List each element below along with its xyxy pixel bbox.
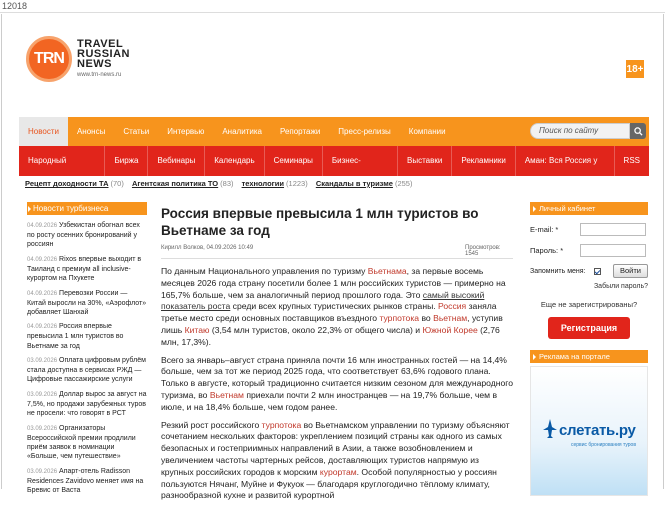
news-date: 04.09.2026: [27, 256, 58, 263]
article-paragraph: [161, 355, 513, 414]
text-run: во Вьетнамском управлении по туризму объясняют сочетанием нескольких факторов: укреплением позиций страны как одного из самых безопасных и гостеприимных направлений в Азии, а также возобновлением и увеличением частоты чартерных рейсов, доставляющих туристов напрямую из крупных российских городов к морским: [161, 419, 510, 477]
nav-exhibitions[interactable]: Выставки: [398, 146, 452, 176]
nav-aman-russia[interactable]: Аман: Вся Россия у нас: [516, 146, 615, 176]
search-icon: [634, 127, 643, 136]
news-headline: Перевозки России — Китай выросли на 30%, «Аэрофлот» добавляет Шанхай: [27, 289, 147, 316]
text-run: приехали почти 2 млн иностранцев — на 19,7% больше, чем в июле, и на 18,4% больше, чем годом ранее.: [161, 389, 498, 412]
article-author-date: Кирилл Волков, 04.09.2026 10:49: [161, 245, 254, 251]
nav-exchange[interactable]: Биржа: [105, 146, 148, 176]
divider: [161, 258, 513, 259]
forgot-password-link[interactable]: Забыли пароль?: [593, 283, 648, 290]
news-date: 03.09.2026: [27, 425, 58, 432]
nav-seminars[interactable]: Семинары: [265, 146, 323, 176]
article-paragraph: [161, 420, 513, 503]
not-registered-text: Еще не зарегистрированы?: [540, 300, 638, 309]
news-headline: Россия впервые превысила 1 млн туристов во Вьетнаме за год: [27, 323, 124, 350]
tag-link[interactable]: Скандалы в туризме: [315, 179, 393, 188]
email-row: [530, 223, 648, 236]
logo-line-1: TRAVEL: [77, 37, 124, 50]
news-list: [27, 221, 147, 495]
sidebar-heading: Новости турбизнеса: [27, 202, 147, 215]
nav-reports[interactable]: Репортажи: [279, 127, 321, 136]
tag-count: (70): [110, 179, 124, 188]
nav-advertisers[interactable]: Рекламники: [452, 146, 516, 176]
tag-link-tourflow[interactable]: турпотока: [379, 313, 420, 324]
email-label: E-mail: *: [530, 225, 559, 234]
nav-articles[interactable]: Статьи: [123, 127, 150, 136]
ad-banner[interactable]: [530, 366, 648, 496]
logo-text: [77, 39, 130, 80]
tag-count: (1223): [286, 179, 308, 188]
news-date: 03.09.2026: [27, 391, 58, 398]
tag-link-tourflow[interactable]: турпотока: [261, 419, 302, 430]
tag-link-resorts[interactable]: курортам: [319, 466, 357, 477]
tag-link-vietnam[interactable]: Вьетнам: [433, 313, 468, 324]
article-paragraph: [161, 266, 513, 349]
login-panel: [530, 202, 648, 339]
email-field[interactable]: [580, 223, 646, 236]
news-headline: Доллар вырос за август на 7,5%, но продажи зарубежных туров не просели: что говорят в РСТ: [27, 390, 147, 418]
ad-brand: слетать.ру: [559, 422, 636, 439]
news-item[interactable]: [27, 322, 147, 350]
password-field[interactable]: [580, 244, 646, 257]
news-sidebar: [27, 202, 147, 500]
tag-link-south-korea[interactable]: Южной Корее: [422, 324, 478, 335]
nav-calendar[interactable]: Календарь: [205, 146, 264, 176]
nav-interviews[interactable]: Интервью: [167, 127, 205, 136]
tag-link[interactable]: Агентская политика ТО: [131, 179, 219, 188]
inline-link[interactable]: самый высокий показатель роста: [161, 289, 485, 312]
news-item[interactable]: [27, 255, 147, 283]
news-item[interactable]: [27, 467, 147, 495]
text-run: заняла третье место среди основных поставщиков въездного: [161, 301, 497, 324]
text-run: По данным Национального управления по туризму: [161, 266, 368, 276]
nav-press-releases[interactable]: Пресс-релизы: [338, 127, 391, 136]
news-date: 04.09.2026: [27, 324, 58, 331]
logo-line-2: RUSSIAN: [77, 47, 131, 60]
article-meta: [161, 245, 511, 257]
search-input[interactable]: Поиск по сайту: [530, 123, 630, 139]
text-run: среди всех крупных туристических рынков страны.: [230, 301, 439, 312]
news-item[interactable]: [27, 221, 147, 249]
text-run: , уступив лишь: [161, 313, 503, 335]
news-date: 03.09.2026: [27, 358, 58, 365]
register-button[interactable]: Регистрация: [548, 317, 630, 339]
nav-announcements[interactable]: Анонсы: [76, 127, 106, 136]
nav-companies[interactable]: Компании: [408, 127, 446, 136]
news-item[interactable]: [27, 356, 147, 384]
news-headline: Оплата цифровым рублём стала доступна в сервисах РЖД — Цифровые пассажирские услуги: [27, 357, 146, 384]
logo-mark: TRN: [26, 36, 72, 82]
search-button[interactable]: [630, 123, 646, 139]
ad-panel: [530, 350, 648, 496]
remember-checkbox[interactable]: [594, 268, 601, 275]
text-run: Резкий рост российского: [161, 419, 262, 430]
news-date: 04.09.2026: [27, 290, 58, 297]
text-run: Всего за январь–август страна приняла почти 16 млн иностранных гостей — на 14,4% больше, чем за тот же период 2025 года, что соответствует 63,6% годового плана. Только в августе, который традиционно считается низким сезоном для международного туризма, во: [161, 354, 514, 400]
remember-row: [530, 264, 648, 278]
remember-label: Запомнить меня:: [530, 267, 586, 275]
login-heading: Личный кабинет: [530, 202, 648, 215]
text-run: (2,76 млн, 17,3%).: [161, 324, 500, 347]
news-item[interactable]: [27, 289, 147, 317]
login-button[interactable]: Войти: [613, 264, 648, 278]
tag-count: (255): [394, 179, 413, 188]
logo-url: www.trn-news.ru: [77, 71, 122, 78]
tag-link-russia[interactable]: Россия: [438, 301, 467, 312]
news-headline: Организаторы Всероссийской премии продлили приём заявок в номинации «Больше, чем путешествие»: [27, 424, 136, 460]
tag-link-vietnam[interactable]: Вьетнама: [367, 266, 407, 276]
site-search: [530, 123, 646, 139]
news-headline: Rixos впервые выходит в Таиланд с премиум all inclusive-курортом на Пхукете: [27, 255, 142, 282]
nav-business-breakfasts[interactable]: Бизнес-завтраки: [323, 146, 398, 176]
nav-webinars[interactable]: Вебинары: [148, 146, 205, 176]
news-headline: Узбекистан обогнал всех по росту осенних бронирований у россиян: [27, 222, 140, 249]
tag-count: (83): [220, 179, 234, 188]
tag-link-china[interactable]: Китаю: [184, 324, 210, 335]
tag-link[interactable]: технологии: [241, 179, 285, 188]
nav-analytics[interactable]: Аналитика: [222, 127, 262, 136]
site-logo[interactable]: [26, 36, 130, 82]
text-run: во: [419, 313, 434, 324]
news-date: 03.09.2026: [27, 468, 58, 475]
browser-tab-text: 12018: [2, 1, 28, 11]
age-rating-badge: 18+: [626, 60, 644, 78]
logo-line-3: NEWS: [77, 57, 112, 70]
news-headline: Апарт-отель Radisson Residences Zavidovo меняет имя на Бревис от Васта: [27, 467, 144, 494]
plane-icon: [543, 419, 557, 439]
nav-news[interactable]: Новости: [19, 117, 68, 146]
tag-link-vietnam[interactable]: Вьетнам: [209, 389, 244, 400]
ad-tagline: сервис бронирования туров: [571, 442, 636, 448]
text-run: , за первые восемь месяцев 2026 года страну посетили более 1 млн российских туристов — примерно на 165,7% больше, чем за аналогичный период прошлого года. Это: [161, 266, 506, 300]
text-run: . Особой популярностью у россиян пользуются Нячанг, Муйне и Фукуок — благодаря круглогодично тёплому климату, разнообразной кухне и развитой курортной: [161, 466, 497, 501]
ad-heading: Реклама на портале: [530, 350, 648, 363]
article-views: Просмотров: 1545: [465, 245, 501, 257]
text-run: (3,54 млн туристов, около 22,3% от общего числа) и: [209, 324, 423, 335]
news-item[interactable]: [27, 390, 147, 418]
nav-rss[interactable]: RSS: [623, 156, 640, 165]
news-date: 04.09.2026: [27, 223, 58, 229]
article-body: [161, 266, 513, 508]
article-title: Россия впервые превысила 1 млн туристов во Вьетнаме за год: [161, 206, 479, 238]
tag-bar: [25, 179, 418, 188]
password-label: Пароль: *: [530, 246, 564, 255]
news-item[interactable]: [27, 424, 147, 461]
tag-link[interactable]: Рецепт доходности ТА: [25, 179, 109, 188]
nav-public-control[interactable]: Народный контроль: [19, 146, 105, 176]
browser-tab-strip: [0, 0, 665, 13]
password-row: [530, 244, 648, 257]
